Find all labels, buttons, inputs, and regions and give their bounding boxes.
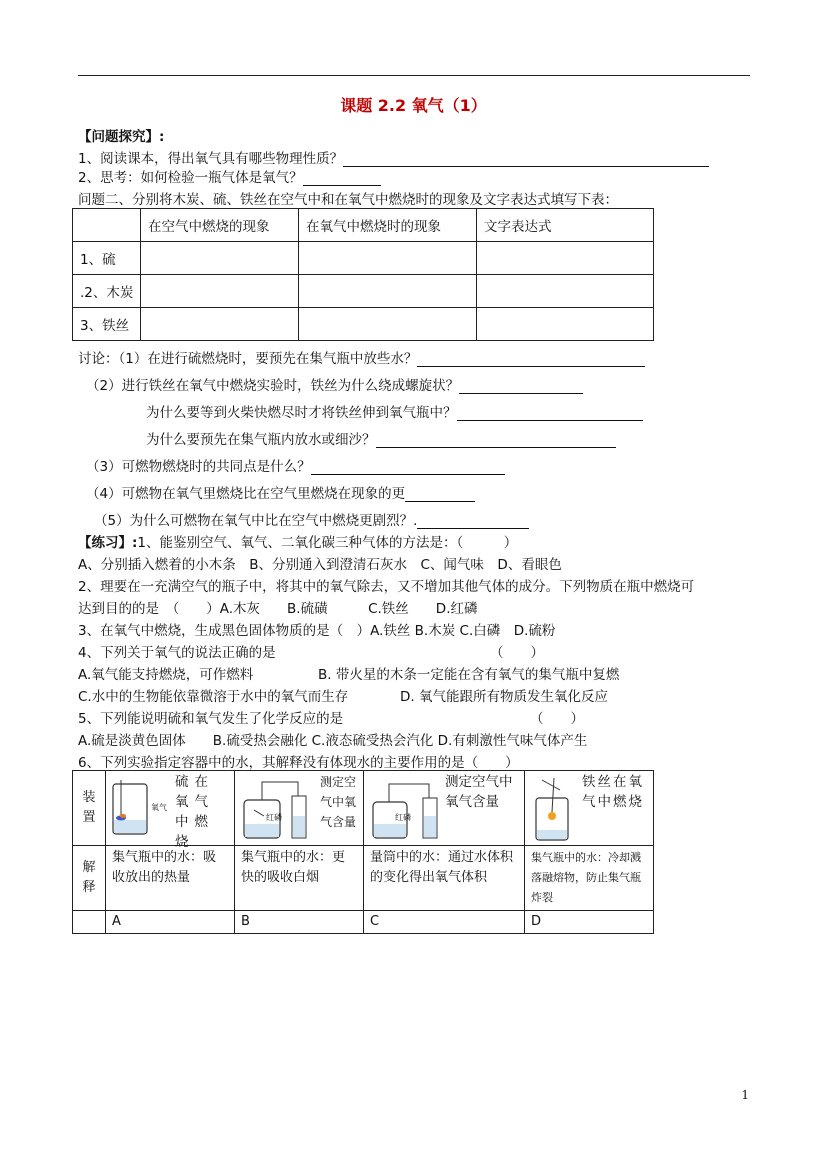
explanation-a: 集气瓶中的水：吸收放出的热量 [106, 846, 235, 911]
table-cell[interactable] [299, 242, 477, 275]
row-label: 3、铁丝 [73, 308, 141, 341]
practice-4-option-b: B. 带火星的木条一定能在含有氧气的集气瓶中复燃 [318, 667, 620, 683]
table-row [73, 771, 654, 846]
question-2: 2、思考：如何检验一瓶气体是氧气？ [78, 166, 381, 186]
row-label: 1、硫 [73, 242, 141, 275]
apparatus-cell-d [525, 771, 654, 846]
answer-line[interactable] [376, 433, 616, 448]
explanation-b: 集气瓶中的水：更快的吸收白烟 [235, 846, 364, 911]
apparatus-caption-c: 测定空气中氧气含量 [445, 774, 513, 810]
apparatus-table [72, 770, 654, 934]
page-number: 1 [741, 1088, 749, 1102]
discussion-2b: 为什么要等到火柴快燃尽时才将铁丝伸到氧气瓶中？ [146, 401, 643, 421]
table-cell[interactable] [299, 308, 477, 341]
discussion-4: （4）可燃物在氧气里燃烧比在空气里燃烧在现象的更 [86, 482, 475, 502]
answer-line[interactable] [311, 460, 505, 475]
table-cell[interactable] [477, 242, 654, 275]
answer-line[interactable] [343, 152, 709, 167]
practice-4-paren: （ ） [490, 645, 544, 661]
table-cell[interactable] [141, 242, 299, 275]
apparatus-caption-b: 测定空气中氧气含量 [320, 775, 357, 829]
table-row [73, 308, 654, 341]
table-cell[interactable] [477, 308, 654, 341]
answer-line[interactable] [457, 406, 643, 421]
practice-3: 3、在氧气中燃烧，生成黑色固体物质的是（ ）A.铁丝 B.木炭 C.白磷 D.硫粉 [78, 623, 556, 639]
table-header: 文字表达式 [477, 209, 654, 242]
apparatus-cell-c [364, 771, 525, 846]
page-title: 课题 2.2 氧气（1） [340, 96, 487, 115]
phosphorus-apparatus-illustration [240, 776, 318, 842]
practice-heading: 【练习】: [78, 535, 138, 551]
section-heading-inquiry: 【问题探究】: [78, 129, 165, 145]
table-header: 在氧气中燃烧时的现象 [299, 209, 477, 242]
answer-line[interactable] [459, 379, 583, 394]
option-letter-d[interactable]: D [525, 911, 654, 934]
practice-5: 5、下列能说明硫和氧气发生了化学反应的是 [78, 711, 344, 727]
apparatus-caption-a: 硫在氧气中燃烧 [175, 774, 214, 850]
table-row [73, 275, 654, 308]
practice-2-line1: 2、理要在一充满空气的瓶子中，将其中的氧气除去，又不增加其他气体的成分。下列物质在瓶中燃烧可 [78, 579, 695, 595]
practice-2-line2: 达到目的的是 （ ）A.木灰 B.硫磺 C.铁丝 D.红磷 [78, 601, 478, 617]
table-cell [73, 911, 106, 934]
table-cell[interactable] [141, 308, 299, 341]
practice-4-option-c: C.水中的生物能依靠微溶于水中的氧气而生存 [78, 689, 349, 705]
answer-line[interactable] [405, 487, 475, 502]
table-row [73, 209, 654, 242]
answer-line[interactable] [417, 514, 529, 529]
table-cell[interactable] [477, 275, 654, 308]
discussion-5: （5）为什么可燃物在氧气中比在空气中燃烧更剧烈？. [94, 509, 529, 529]
practice-5-paren: （ ） [530, 711, 584, 727]
question-problem-2: 问题二、分别将木炭、硫、铁丝在空气中和在氧气中燃烧时的现象及文字表达式填写下表： [78, 192, 618, 208]
figure-label: 红磷 [266, 813, 282, 822]
explanation-d: 集气瓶中的水：冷却溅落融熔物，防止集气瓶炸裂 [525, 846, 654, 911]
row-label-explanation: 解释 [73, 846, 106, 911]
discussion-2: （2）进行铁丝在氧气中燃烧实验时，铁丝为什么绕成螺旋状？ [86, 374, 583, 394]
header-rule [78, 75, 750, 76]
discussion-3: （3）可燃物燃烧时的共同点是什么？ [86, 455, 505, 475]
answer-line[interactable] [303, 171, 381, 186]
practice-4-option-a: A.氧气能支持燃烧，可作燃料 [78, 667, 254, 683]
apparatus-cell-b [235, 771, 364, 846]
figure-label: 红磷 [395, 813, 411, 822]
iron-wire-jar-illustration [530, 776, 580, 842]
discussion-2c: 为什么要预先在集气瓶内放水或细沙？ [146, 428, 616, 448]
table-header [73, 209, 141, 242]
combustion-table [72, 208, 654, 341]
table-row [73, 911, 654, 934]
practice-1: 【练习】:1、能鉴别空气、氧气、二氧化碳三种气体的方法是：（ ） [78, 535, 518, 551]
oxygen-measure-illustration [369, 776, 443, 842]
answer-line[interactable] [417, 352, 645, 367]
practice-4-option-d: D. 氧气能跟所有物质发生氧化反应 [400, 689, 608, 705]
option-letter-c[interactable]: C [364, 911, 525, 934]
option-letter-b[interactable]: B [235, 911, 364, 934]
table-cell[interactable] [141, 275, 299, 308]
practice-4: 4、下列关于氧气的说法正确的是 [78, 645, 276, 661]
row-label-apparatus: 装置 [73, 771, 106, 846]
discussion-1: 讨论：（1）在进行硫燃烧时，要预先在集气瓶中放些水？ [78, 347, 645, 367]
explanation-c: 量筒中的水：通过水体积的变化得出氧气体积 [364, 846, 525, 911]
question-1: 1、阅读课本，得出氧气具有哪些物理性质？ [78, 147, 709, 167]
practice-1-options: A、分别插入燃着的小木条 B、分别通入到澄清石灰水 C、闻气味 D、看眼色 [78, 557, 562, 573]
table-header: 在空气中燃烧的现象 [141, 209, 299, 242]
figure-label: 氧气 [151, 803, 167, 812]
practice-5-options: A.硫是淡黄色固体 B.硫受热会融化 C.液态硫受热会汽化 D.有刺激性气味气体产生 [78, 733, 588, 749]
row-label: .2、木炭 [73, 275, 141, 308]
apparatus-caption-d: 铁丝在氧气中燃烧 [582, 774, 644, 810]
practice-6: 6、下列实验指定容器中的水，其解释没有体现水的主要作用的是（ ） [78, 755, 519, 771]
table-row [73, 846, 654, 911]
apparatus-cell-a [106, 771, 235, 850]
option-letter-a[interactable]: A [106, 911, 235, 934]
table-cell[interactable] [299, 275, 477, 308]
table-row [73, 242, 654, 275]
